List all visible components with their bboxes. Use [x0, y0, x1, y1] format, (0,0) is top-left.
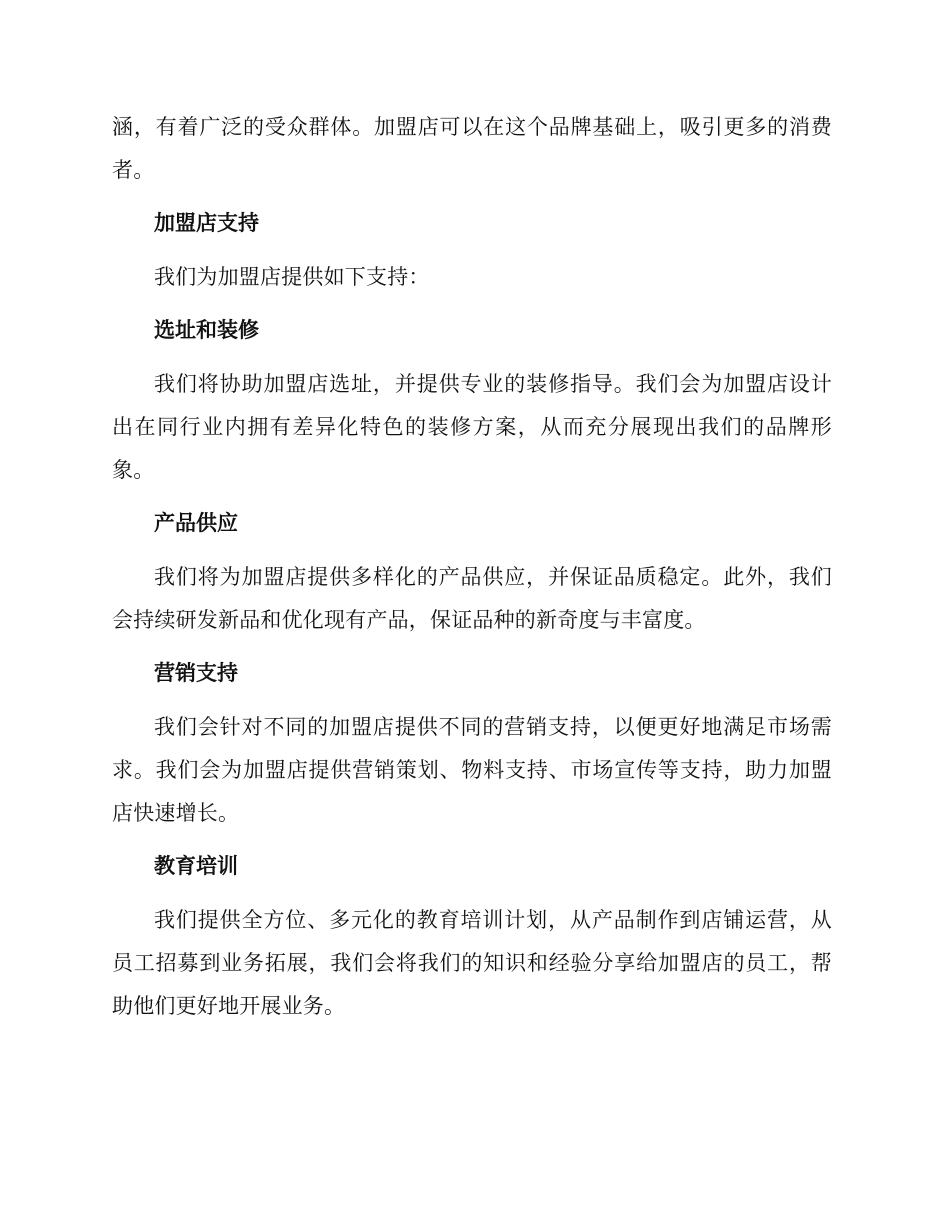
section-body-franchise-support: 我们为加盟店提供如下支持： [154, 265, 430, 289]
section-body-product-supply: 我们将为加盟店提供多样化的产品供应，并保证品质稳定。此外，我们会持续研发新品和优化现有产品，保证品种的新奇度与丰富度。 [112, 565, 832, 632]
section-heading-product-supply: 产品供应 [154, 511, 238, 535]
intro-paragraph: 涵，有着广泛的受众群体。加盟店可以在这个品牌基础上，吸引更多的消费者。 [112, 115, 832, 182]
section-heading-marketing-support: 营销支持 [154, 661, 238, 685]
section-heading-franchise-support: 加盟店支持 [154, 211, 259, 235]
section-body-site-decoration: 我们将协助加盟店选址，并提供专业的装修指导。我们会为加盟店设计出在同行业内拥有差异化特色的装修方案，从而充分展现出我们的品牌形象。 [112, 372, 832, 482]
section-heading-site-decoration: 选址和装修 [154, 318, 259, 342]
document-page [112, 106, 832, 1028]
section-body-marketing-support: 我们会针对不同的加盟店提供不同的营销支持，以便更好地满足市场需求。我们会为加盟店提供营销策划、物料支持、市场宣传等支持，助力加盟店快速增长。 [112, 715, 832, 825]
section-heading-training: 教育培训 [154, 854, 238, 878]
section-body-training: 我们提供全方位、多元化的教育培训计划，从产品制作到店铺运营，从员工招募到业务拓展，我们会将我们的知识和经验分享给加盟店的员工，帮助他们更好地开展业务。 [112, 908, 832, 1018]
